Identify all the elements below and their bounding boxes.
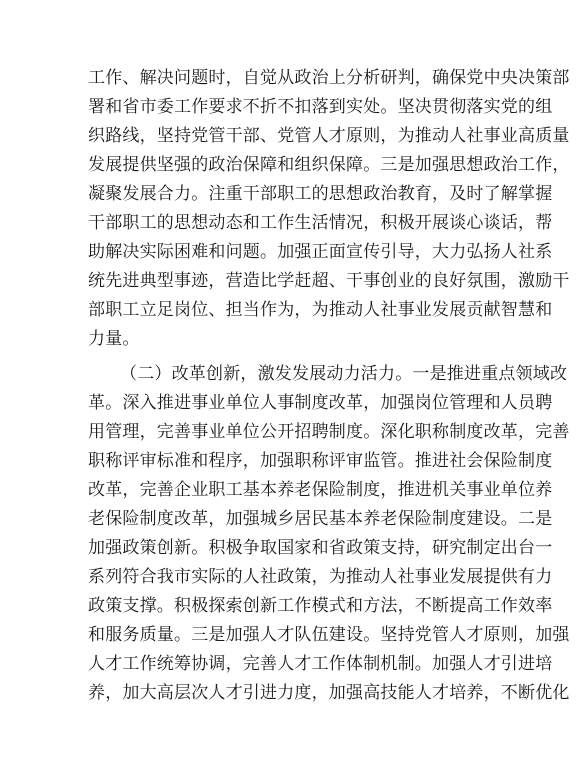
- paragraph-2: [88, 360, 570, 708]
- text-line: 发展提供坚强的政治保障和组织保障。三是加强思想政治工作，: [88, 155, 570, 175]
- text-line: （二）改革创新，激发发展动力活力。一是推进重点领域改: [120, 364, 568, 384]
- text-line: 加强政策创新。积极争取国家和省政策支持，研究制定出台一: [88, 538, 553, 558]
- text-line: 工作、解决问题时，自觉从政治上分析研判，确保党中央决策部: [88, 68, 570, 88]
- text-line: 凝聚发展合力。注重干部职工的思想政治教育，及时了解掌握: [88, 184, 553, 204]
- text-line: 统先进典型事迹，营造比学赶超、干事创业的良好氛围，激励干: [88, 271, 570, 291]
- text-line: 用管理，完善事业单位公开招聘制度。深化职称制度改革，完善: [88, 422, 570, 442]
- paragraph-1: [88, 64, 570, 354]
- text-line: 干部职工的思想动态和工作生活情况，积极开展谈心谈话，帮: [88, 213, 553, 233]
- text-line: 政策支撑。积极探索创新工作模式和方法，不断提高工作效率: [88, 596, 553, 616]
- text-line: 养，加大高层次人才引进力度，加强高技能人才培养，不断优化: [88, 683, 570, 703]
- text-line: 人才工作统筹协调，完善人才工作体制机制。加强人才引进培: [88, 654, 553, 674]
- text-line: 力量。: [88, 329, 140, 349]
- document-body: [88, 64, 570, 708]
- text-line: 织路线，坚持党管干部、党管人才原则，为推动人社事业高质量: [88, 126, 570, 146]
- text-line: 革。深入推进事业单位人事制度改革，加强岗位管理和人员聘: [88, 393, 553, 413]
- text-line: 署和省市委工作要求不折不扣落到实处。坚决贯彻落实党的组: [88, 97, 553, 117]
- text-line: 和服务质量。三是加强人才队伍建设。坚持党管人才原则，加强: [88, 625, 570, 645]
- text-line: 老保险制度改革，加强城乡居民基本养老保险制度建设。二是: [88, 509, 553, 529]
- text-line: 改革，完善企业职工基本养老保险制度，推进机关事业单位养: [88, 480, 553, 500]
- text-line: 职称评审标准和程序，加强职称评审监管。推进社会保险制度: [88, 451, 553, 471]
- text-line: 部职工立足岗位、担当作为，为推动人社事业发展贡献智慧和: [88, 300, 553, 320]
- text-line: 助解决实际困难和问题。加强正面宣传引导，大力弘扬人社系: [88, 242, 553, 262]
- text-line: 系列符合我市实际的人社政策，为推动人社事业发展提供有力: [88, 567, 553, 587]
